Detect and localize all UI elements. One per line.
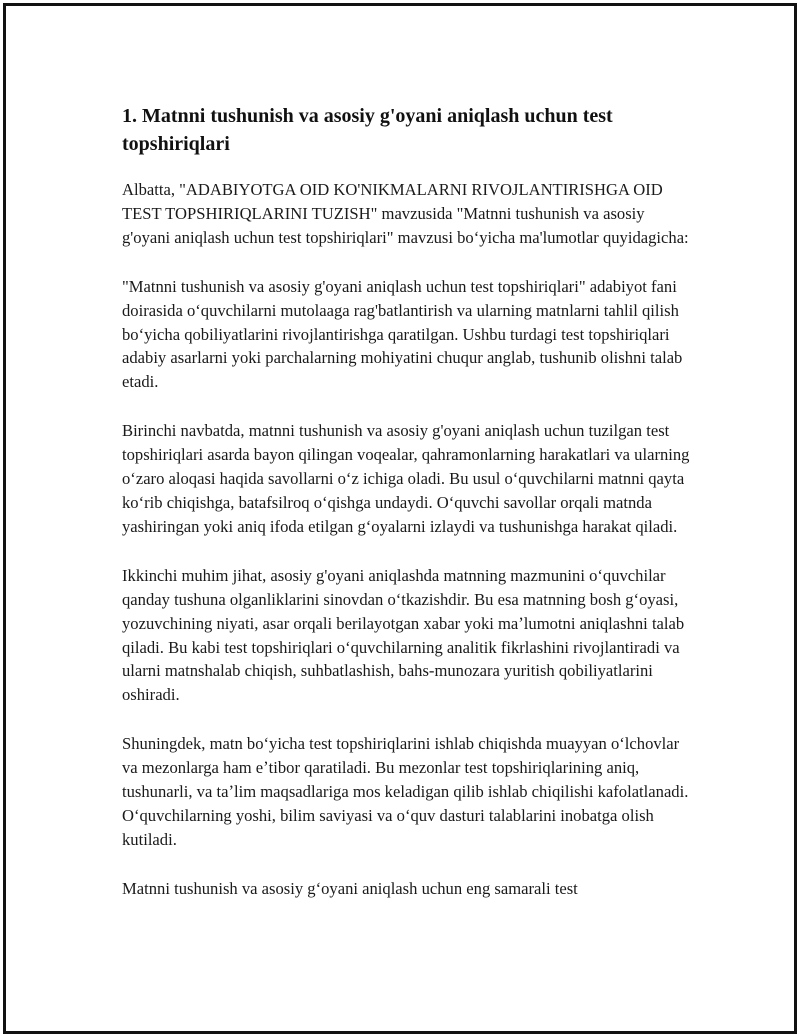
paragraph-continuation: Matnni tushunish va asosiy gʻoyani aniqlash uchun eng samarali test	[122, 878, 578, 898]
paragraph-first-point: Birinchi navbatda, matnni tushunish va asosiy g'oyani aniqlash uchun tuzilgan test topshiriqlari asarda bayon qilingan voqealar, qahramonlarning harakatlari va ularning oʻzaro aloqasi haqida savollarni oʻz ichiga oladi. Bu usul oʻquvchilarni matnni qayta koʻrib chiqishga, batafsilroq oʻqishga undaydi. Oʻquvchi savollar orqali matnda yashiringan yoki aniq ifoda etilgan gʻoyalarni izlaydi va tushunishga harakat qiladi.	[122, 421, 690, 536]
document-body	[122, 102, 696, 926]
paragraph-purpose: "Matnni tushunish va asosiy g'oyani aniqlash uchun test topshiriqlari" adabiyot fani doirasida oʻquvchilarni mutolaaga rag'batlantirish va ularning matnlarni tahlil qilish boʻyicha qobiliyatlarini rivojlantirishga qaratilgan. Ushbu turdagi test topshiriqlari adabiy asarlarni yoki parchalarning mohiyatini chuqur anglab, tushunib olishni talab etadi.	[122, 276, 683, 392]
paragraph-intro: Albatta, "ADABIYOTGA OID KO'NIKMALARNI RIVOJLANTIRISHGA OID TEST TOPSHIRIQLARINI TUZISH" mavzusida "Matnni tushunish va asosiy g'oyani aniqlash uchun test topshiriqlari" mavzusi boʻyicha ma'lumotlar quyidagicha:	[122, 180, 689, 247]
paragraph-criteria: Shuningdek, matn boʻyicha test topshiriqlarini ishlab chiqishda muayyan oʻlchovlar va mezonlarga ham eʼtibor qaratiladi. Bu mezonlar test topshiriqlarining aniq, tushunarli, va taʼlim maqsadlariga mos keladigan qilib ishlab chiqilishi kafolatlanadi. Oʻquvchilarning yoshi, bilim saviyasi va oʻquv dasturi talablarini inobatga olish kutiladi.	[122, 734, 689, 849]
page-frame	[3, 3, 797, 1034]
section-heading: 1. Matnni tushunish va asosiy g'oyani aniqlash uchun test topshiriqlari	[122, 105, 613, 155]
paragraph-second-point: Ikkinchi muhim jihat, asosiy g'oyani aniqlashda matnning mazmunini oʻquvchilar qanday tushuna olganliklarini sinovdan oʻtkazishdir. Bu esa matnning bosh gʻoyasi, yozuvchining niyati, asar orqali berilayotgan xabar yoki maʼlumotni aniqlashni talab qiladi. Bu kabi test topshiriqlari oʻquvchilarning analitik fikrlashini rivojlantiradi va ularni matnshalab chiqish, suhbatlashish, bahs-munozara yuritish qobiliyatlarini oshiradi.	[122, 565, 685, 705]
